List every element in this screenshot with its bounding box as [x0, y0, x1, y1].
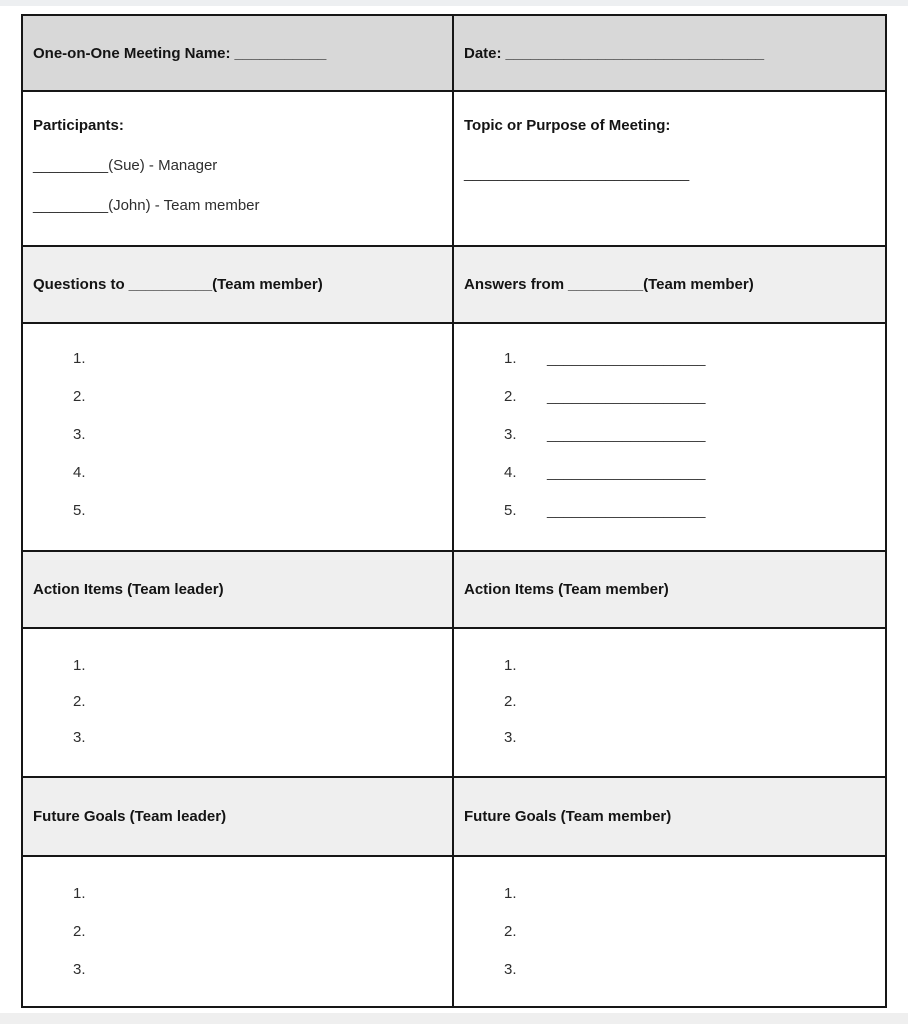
list-item-number: 1.	[504, 885, 517, 902]
answers-list-cell	[454, 324, 885, 550]
future-goals-member-list	[464, 857, 875, 978]
participant-line-member[interactable]: _________(John) - Team member	[33, 197, 260, 214]
list-item-number: 2.	[504, 388, 517, 405]
answer-blank-line[interactable]: ___________________	[547, 388, 706, 405]
list-item-number: 3.	[504, 426, 517, 443]
list-item	[73, 502, 442, 519]
date-cell	[454, 16, 885, 90]
list-item	[504, 426, 875, 443]
future-goals-leader-list	[33, 857, 442, 978]
list-item	[504, 657, 875, 674]
participants-label: Participants:	[33, 117, 124, 134]
date-blank[interactable]: _______________________________	[505, 44, 765, 62]
topic-cell	[454, 92, 885, 245]
future-goals-leader-list-cell	[23, 857, 454, 1006]
list-item	[73, 657, 442, 674]
list-item	[73, 729, 442, 746]
list-item-number: 2.	[504, 923, 517, 940]
meeting-name-blank[interactable]: ___________	[234, 44, 327, 62]
list-item	[73, 388, 442, 405]
info-row	[23, 90, 885, 245]
qa-header-row	[23, 245, 885, 322]
list-item	[504, 961, 875, 978]
page-bottom-edge	[0, 1013, 908, 1024]
future-goals-member-header: Future Goals (Team member)	[464, 808, 672, 825]
qa-body-row	[23, 322, 885, 550]
list-item	[73, 464, 442, 481]
list-item	[504, 388, 875, 405]
list-item-number: 2.	[73, 388, 86, 405]
answers-header-blank[interactable]: _________	[568, 276, 644, 293]
questions-header-blank[interactable]: __________	[128, 276, 213, 293]
action-items-body-row	[23, 627, 885, 776]
action-items-leader-list	[33, 629, 442, 746]
list-item-number: 4.	[73, 464, 86, 481]
participants-cell	[23, 92, 454, 245]
questions-header-cell	[23, 247, 454, 322]
list-item-number: 2.	[73, 693, 86, 710]
list-item	[73, 693, 442, 710]
page-top-edge	[0, 0, 908, 6]
action-items-member-header-cell	[454, 552, 885, 627]
answer-blank-line[interactable]: ___________________	[547, 350, 706, 367]
meeting-name-label: One-on-One Meeting Name:	[33, 44, 231, 62]
list-item	[73, 350, 442, 367]
questions-header-prefix: Questions to	[33, 276, 125, 293]
future-goals-member-header-cell	[454, 778, 885, 855]
list-item	[73, 885, 442, 902]
answer-blank-line[interactable]: ___________________	[547, 464, 706, 481]
list-item-number: 1.	[73, 657, 86, 674]
list-item	[504, 693, 875, 710]
answers-header-cell	[454, 247, 885, 322]
list-item-number: 5.	[73, 502, 86, 519]
answers-header-suffix: (Team member)	[643, 276, 754, 293]
answer-blank-line[interactable]: ___________________	[547, 426, 706, 443]
list-item-number: 1.	[504, 657, 517, 674]
list-item	[504, 502, 875, 519]
action-items-leader-header-cell	[23, 552, 454, 627]
topic-label: Topic or Purpose of Meeting:	[464, 117, 671, 134]
list-item-number: 3.	[73, 729, 86, 746]
topic-blank-line[interactable]: ___________________________	[464, 165, 690, 182]
questions-list	[33, 324, 442, 519]
list-item-number: 3.	[73, 961, 86, 978]
future-goals-body-row	[23, 855, 885, 1006]
questions-header-suffix: (Team member)	[212, 276, 323, 293]
list-item-number: 3.	[504, 961, 517, 978]
action-items-leader-header: Action Items (Team leader)	[33, 581, 224, 598]
list-item-number: 5.	[504, 502, 517, 519]
list-item	[504, 923, 875, 940]
list-item-number: 3.	[504, 729, 517, 746]
meeting-template-table	[21, 14, 887, 1008]
list-item	[73, 961, 442, 978]
list-item-number: 1.	[504, 350, 517, 367]
action-items-header-row	[23, 550, 885, 627]
answer-blank-line[interactable]: ___________________	[547, 502, 706, 519]
future-goals-leader-header-cell	[23, 778, 454, 855]
list-item-number: 4.	[504, 464, 517, 481]
list-item	[504, 464, 875, 481]
list-item-number: 1.	[73, 350, 86, 367]
action-items-member-list-cell	[454, 629, 885, 776]
date-label: Date:	[464, 44, 502, 62]
meeting-name-cell	[23, 16, 454, 90]
list-item	[504, 350, 875, 367]
answers-list	[464, 324, 875, 519]
answers-header-prefix: Answers from	[464, 276, 565, 293]
future-goals-header-row	[23, 776, 885, 855]
list-item-number: 2.	[73, 923, 86, 940]
list-item-number: 3.	[73, 426, 86, 443]
action-items-leader-list-cell	[23, 629, 454, 776]
action-items-member-list	[464, 629, 875, 746]
list-item	[73, 426, 442, 443]
action-items-member-header: Action Items (Team member)	[464, 581, 669, 598]
list-item	[504, 729, 875, 746]
list-item-number: 1.	[73, 885, 86, 902]
list-item	[73, 923, 442, 940]
participant-line-manager[interactable]: _________(Sue) - Manager	[33, 157, 218, 174]
questions-list-cell	[23, 324, 454, 550]
title-row	[23, 16, 885, 90]
list-item-number: 2.	[504, 693, 517, 710]
future-goals-leader-header: Future Goals (Team leader)	[33, 808, 227, 825]
list-item	[504, 885, 875, 902]
future-goals-member-list-cell	[454, 857, 885, 1006]
